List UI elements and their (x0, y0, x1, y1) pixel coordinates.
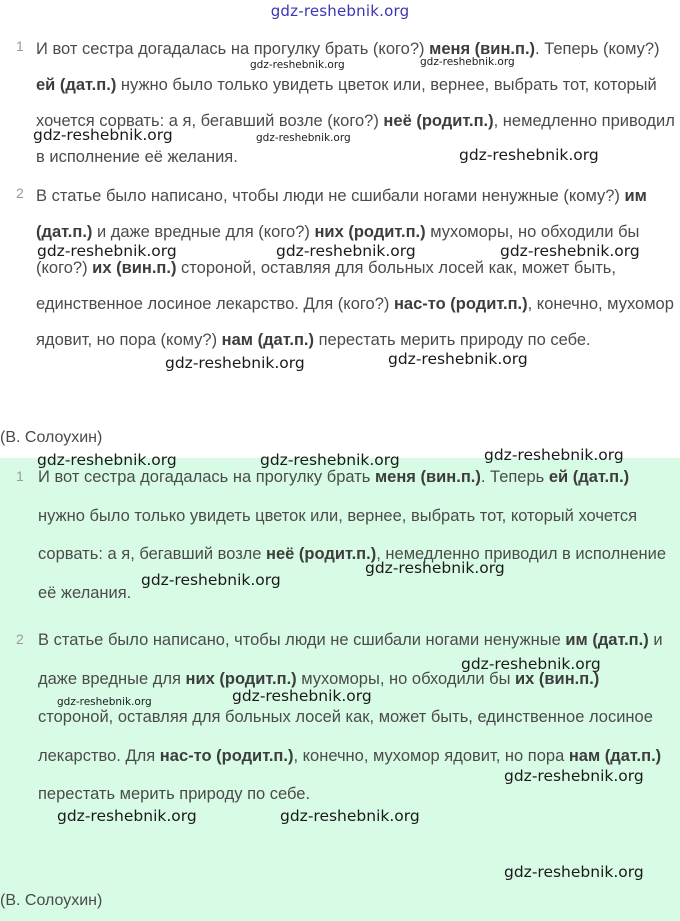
watermark: gdz-reshebnik.org (165, 354, 305, 372)
watermark: gdz-reshebnik.org (260, 451, 400, 469)
watermark: gdz-reshebnik.org (141, 571, 281, 589)
watermark: gdz-reshebnik.org (388, 350, 528, 368)
watermark: gdz-reshebnik.org (504, 863, 644, 881)
paragraph-number: 2 (16, 631, 24, 647)
watermark: gdz-reshebnik.org (280, 807, 420, 825)
paragraph-text: В статье было написано, чтобы люди не сшибали ногами ненужные (кому?) им (дат.п.) и даже вредные для (кого?) них (родит.п.) мухоморы, но обходили бы (кого?) их (вин.п.) стороной, оставляя для больных лосей как, может быть, единственное лосиное лекарство. Для (кого?) нас-то (родит.п.), конечно, мухомор ядовит, но пора (кому?) нам (дат.п.) перестать мерить природу по себе. (36, 187, 674, 349)
watermark: gdz-reshebnik.org (57, 807, 197, 825)
paragraph-number: 1 (16, 38, 24, 54)
watermark: gdz-reshebnik.org (256, 132, 351, 144)
paragraph-number: 1 (16, 468, 24, 484)
paragraph-text: В статье было написано, чтобы люди не сшибали ногами ненужные им (дат.п.) и даже вредные для них (родит.п.) мухоморы, но обходили бы их (вин.п.) стороной, оставляя для больных лосей как, может быть, единственное лосиное лекарство. Для нас-то (родит.п.), конечно, мухомор ядовит, но пора нам (дат.п.) перестать мерить природу по себе. (38, 631, 663, 803)
paragraph-number: 2 (16, 185, 24, 201)
watermark: gdz-reshebnik.org (484, 446, 624, 464)
author-credit: (В. Солоухин) (0, 892, 103, 909)
watermark: gdz-reshebnik.org (504, 767, 644, 785)
watermark: gdz-reshebnik.org (250, 59, 345, 71)
site-header-link[interactable]: gdz-reshebnik.org (270, 2, 410, 20)
author-credit: (В. Солоухин) (0, 429, 103, 446)
watermark: gdz-reshebnik.org (37, 451, 177, 469)
watermark: gdz-reshebnik.org (420, 56, 515, 68)
watermark: gdz-reshebnik.org (500, 242, 640, 260)
watermark: gdz-reshebnik.org (33, 126, 173, 144)
watermark: gdz-reshebnik.org (365, 559, 505, 577)
watermark: gdz-reshebnik.org (232, 687, 372, 705)
watermark: gdz-reshebnik.org (276, 242, 416, 260)
watermark: gdz-reshebnik.org (461, 655, 601, 673)
watermark: gdz-reshebnik.org (459, 146, 599, 164)
watermark: gdz-reshebnik.org (37, 242, 177, 260)
paragraph-text: И вот сестра догадалась на прогулку брать меня (вин.п.). Теперь ей (дат.п.) нужно было только увидеть цветок или, вернее, выбрать тот, который хочется сорвать: а я, бегавший возле неё (родит.п.), немедленно приводил в исполнение её желания. (38, 468, 667, 602)
paragraph-text: И вот сестра догадалась на прогулку брать (кого?) меня (вин.п.). Теперь (кому?) ей (дат.п.) нужно было только увидеть цветок или, вернее, выбрать тот, который хочется сорвать: а я, бегавший возле (кого?) неё (родит.п.), немедленно приводил в исполнение её желания. (36, 40, 675, 166)
watermark: gdz-reshebnik.org (57, 696, 152, 708)
